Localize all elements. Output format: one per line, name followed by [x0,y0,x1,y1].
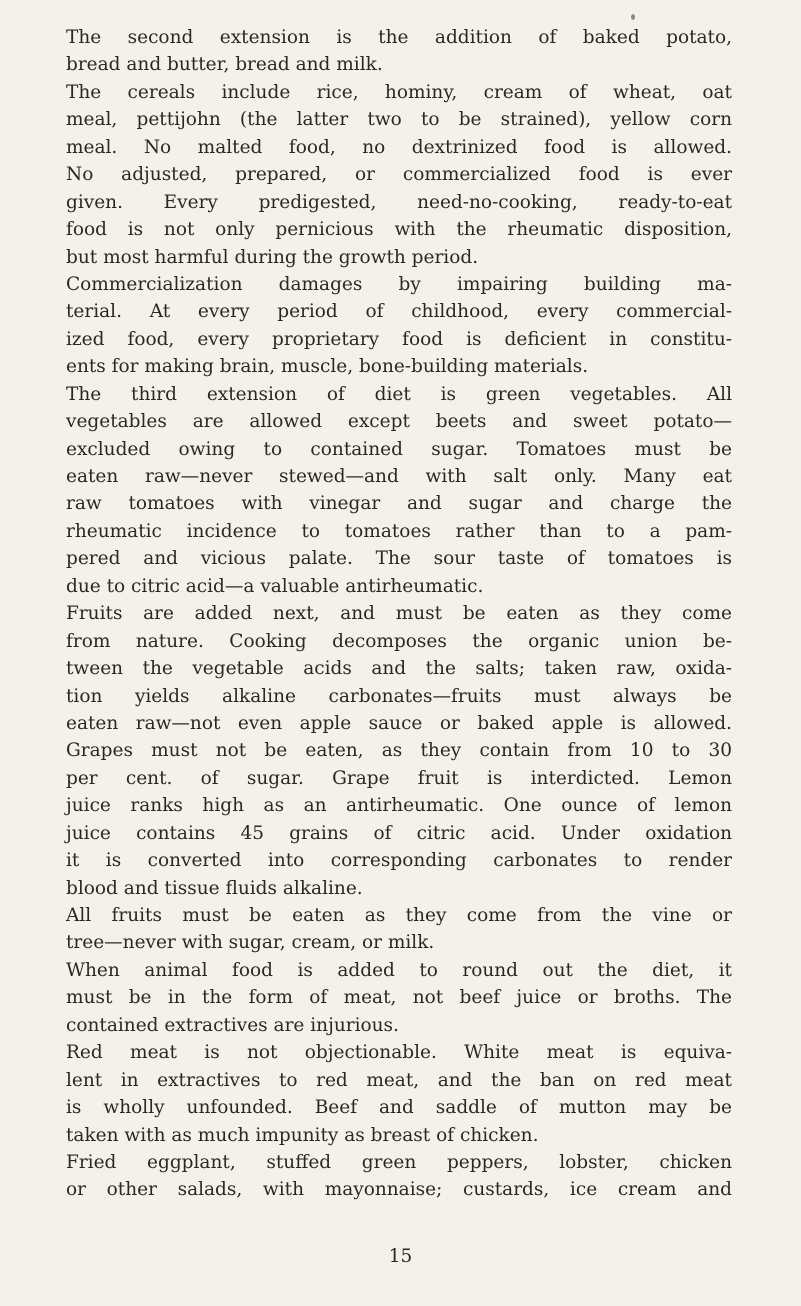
text-line: The second extension is the addition of baked potato, [66,27,732,48]
text-line: contained extractives are injurious. [66,1014,399,1036]
text-line: or other salads, with mayonnaise; custards, ice cream and [66,1179,732,1201]
text-line: but most harmful during the growth period. [66,246,479,268]
text-line: taken with as much impunity as breast of chicken. [66,1124,539,1146]
text-line: raw tomatoes with vinegar and sugar and charge the [66,493,732,515]
page-text [66,24,732,1204]
text-line: must be in the form of meat, not beef juice or broths. The [66,987,732,1009]
text-line: lent in extractives to red meat, and the ban on red meat [66,1069,732,1091]
text-line: per cent. of sugar. Grape fruit is interdicted. Lemon [66,767,732,789]
text-line: meal. No malted food, no dextrinized food is allowed. [66,136,732,158]
text-line: is wholly unfounded. Beef and saddle of mutton may be [66,1097,732,1119]
page-number: 15 [388,1246,413,1267]
ink-speck [631,14,635,20]
text-line: The third extension of diet is green vegetables. All [66,383,732,405]
text-line: it is converted into corresponding carbonates to render [66,850,732,872]
text-line: rheumatic incidence to tomatoes rather than to a pam- [66,520,732,542]
text-line: bread and butter, bread and milk. [66,54,383,76]
text-line: terial. At every period of childhood, every commercial- [66,301,732,323]
text-line: Red meat is not objectionable. White meat is equiva- [66,1042,732,1064]
text-line: due to citric acid—a valuable antirheumatic. [66,575,484,597]
text-line: tween the vegetable acids and the salts; taken raw, oxida- [66,658,732,680]
text-line: juice ranks high as an antirheumatic. One ounce of lemon [66,795,732,817]
text-line: No adjusted, prepared, or commercialized food is ever [66,164,732,186]
text-line: tion yields alkaline carbonates—fruits must always be [66,685,732,707]
text-line: meal, pettijohn (the latter two to be strained), yellow corn [66,109,732,131]
text-line: Commercialization damages by impairing building ma- [66,273,732,295]
text-line: juice contains 45 grains of citric acid. Under oxidation [66,822,732,844]
text-line: All fruits must be eaten as they come from the vine or [66,905,732,926]
text-line: pered and vicious palate. The sour taste of tomatoes is [66,548,732,570]
text-line: tree—never with sugar, cream, or milk. [66,932,435,954]
text-line: The cereals include rice, hominy, cream of wheat, oat [66,81,732,103]
text-line: food is not only pernicious with the rheumatic disposition, [66,219,732,241]
text-line: ized food, every proprietary food is deficient in constitu- [66,328,732,350]
text-line: vegetables are allowed except beets and sweet potato— [66,411,732,433]
text-line: Grapes must not be eaten, as they contain from 10 to 30 [66,740,732,762]
text-line: Fruits are added next, and must be eaten as they come [66,603,732,625]
text-line: ents for making brain, muscle, bone-building materials. [66,356,589,378]
text-line: excluded owing to contained sugar. Tomatoes must be [66,438,732,460]
text-line: Fried eggplant, stuffed green peppers, lobster, chicken [66,1151,732,1173]
text-line: When animal food is added to round out the diet, it [66,959,732,981]
text-line: from nature. Cooking decomposes the organic union be- [66,630,732,652]
text-line: eaten raw—never stewed—and with salt only. Many eat [66,466,732,487]
text-line: given. Every predigested, need-no-cooking, ready-to-eat [66,191,732,213]
text-line: eaten raw—not even apple sauce or baked apple is allowed. [66,712,732,734]
text-line: blood and tissue fluids alkaline. [66,877,363,899]
